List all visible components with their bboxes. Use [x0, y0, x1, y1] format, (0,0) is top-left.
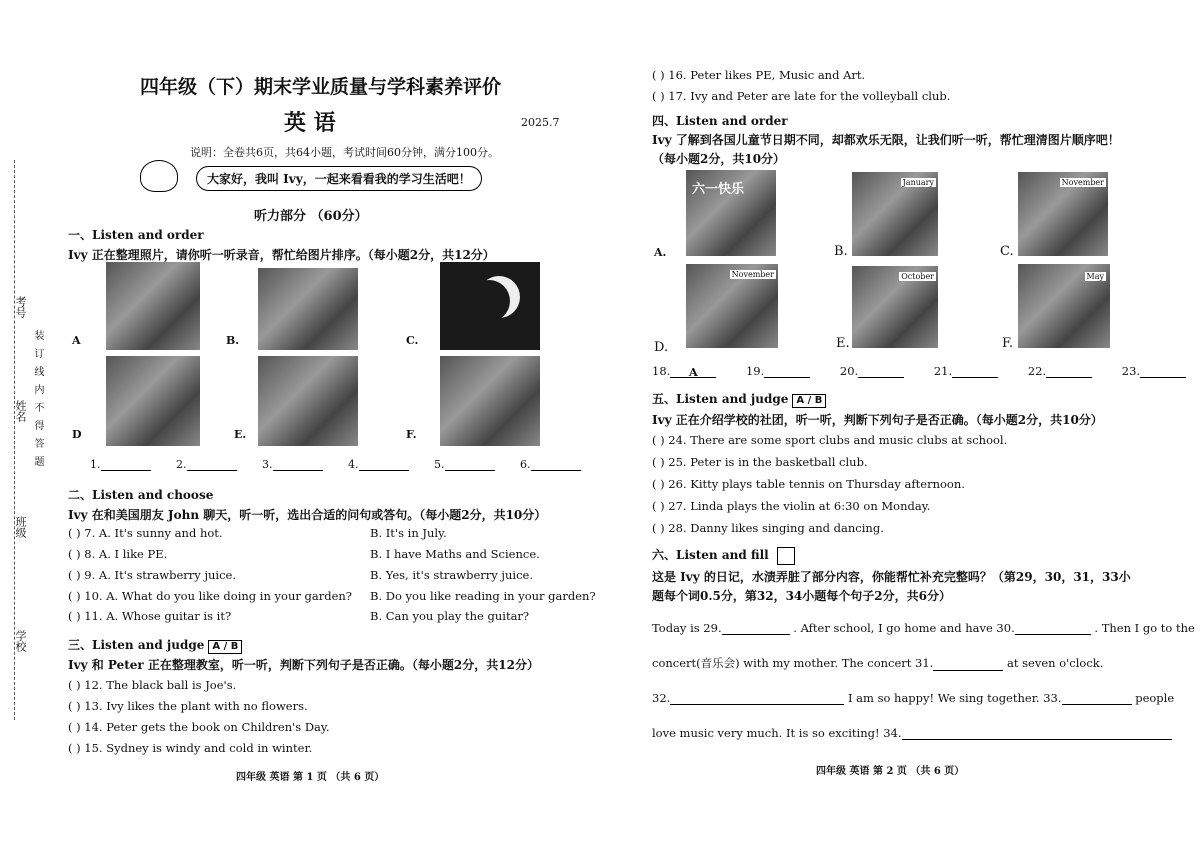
tag-a: 六一快乐: [692, 182, 745, 197]
num-3: 3.: [262, 458, 273, 471]
q27: ( ) 27. Linda plays the violin at 6:30 on Monday.: [652, 499, 931, 513]
answer-3[interactable]: [273, 458, 323, 471]
tag-c: November: [1061, 178, 1104, 187]
q8-b: B. I have Maths and Science.: [370, 547, 540, 561]
q11-a: ( ) 11. A. Whose guitar is it?: [68, 609, 232, 623]
label-b: B.: [226, 334, 240, 347]
footer-left: 四年级 英语 第 1 页 （共 6 页）: [236, 772, 385, 783]
festival-a: [686, 170, 776, 256]
blank-30[interactable]: [1015, 620, 1091, 635]
side-warn-1: 装: [32, 330, 43, 340]
answer-21[interactable]: [952, 365, 998, 378]
q10-a: ( ) 10. A. What do you like doing in your garden?: [68, 589, 352, 603]
s1-answer-row: [90, 458, 581, 471]
diary-3b: I am so happy! We sing together. 33.: [847, 691, 1062, 705]
exam-title: 四年级（下）期末学业质量与学科素养评价: [140, 76, 502, 98]
photo-f: [440, 356, 540, 446]
diary-line-2: [652, 655, 1103, 671]
s5-badge: A / B: [792, 394, 826, 408]
festival-f: [1018, 264, 1110, 348]
num-5: 5.: [434, 458, 445, 471]
side-class: 班级: [14, 516, 27, 538]
diary-line-4: [652, 725, 1172, 740]
s1-title: 一、Listen and order: [68, 228, 204, 242]
s3-title: 三、Listen and judge: [68, 638, 205, 652]
festival-c: [1018, 172, 1108, 256]
q7-a: ( ) 7. A. It's sunny and hot.: [68, 526, 223, 540]
side-warn-5: 不: [32, 402, 43, 412]
answer-2[interactable]: [187, 458, 237, 471]
num-23: 23.: [1121, 364, 1141, 378]
blank-33[interactable]: [1062, 690, 1132, 705]
side-warn-4: 内: [32, 384, 43, 394]
answer-1[interactable]: [101, 458, 151, 471]
s6-desc: 这是 Ivy 的日记，水渍弄脏了部分内容，你能帮忙补充完整吗？（第29，30，31，33小题每个词0.5分，第32，34小题每个句子2分，共6分）: [652, 570, 1131, 603]
pen-note-icon: [777, 547, 795, 565]
q16: ( ) 16. Peter likes PE, Music and Art.: [652, 68, 866, 82]
label-e: E.: [234, 428, 247, 441]
q12: ( ) 12. The black ball is Joe's.: [68, 678, 237, 692]
label-a2: A.: [654, 246, 667, 259]
side-warn-3: 线: [32, 366, 43, 376]
diary-3c: people: [1135, 691, 1175, 705]
answer-4[interactable]: [359, 458, 409, 471]
s2-title: 二、Listen and choose: [68, 488, 214, 502]
num-6: 6.: [520, 458, 531, 471]
num-2: 2.: [176, 458, 187, 471]
s5-desc: Ivy 正在介绍学校的社团，听一听，判断下列句子是否正确。（每小题2分，共10分）: [652, 413, 1103, 427]
q25: ( ) 25. Peter is in the basketball club.: [652, 455, 868, 469]
label-a: A: [72, 334, 81, 347]
diary-1b: . After school, I go home and have 30.: [793, 621, 1015, 635]
s3-desc: Ivy 和 Peter 正在整理教室，听一听，判断下列句子是否正确。（每小题2分，共12分）: [68, 658, 539, 672]
festival-b: [852, 172, 938, 256]
exam-notes: 说明：全卷共6页，共64小题，考试时间60分钟，满分100分。: [190, 146, 499, 159]
num-20: 20.: [839, 364, 859, 378]
label-d2: D.: [654, 340, 669, 355]
q10-b: B. Do you like reading in your garden?: [370, 589, 596, 603]
s4-desc: Ivy 了解到各国儿童节日期不同，却都欢乐无限，让我们听一听，帮忙理清图片顺序吧！（每小题2分，共10分）: [652, 133, 1120, 166]
s4-title: 四、Listen and order: [652, 114, 788, 128]
blank-29[interactable]: [722, 620, 790, 635]
side-id: 考号: [14, 296, 27, 318]
photo-e: [258, 356, 358, 446]
exam-date: 2025.7: [521, 116, 560, 129]
moon-icon: [468, 280, 510, 322]
q14: ( ) 14. Peter gets the book on Children's Day.: [68, 720, 330, 734]
num-1: 1.: [90, 458, 101, 471]
photo-d: [106, 356, 200, 446]
diary-2a: concert(音乐会) with my mother. The concert 31.: [652, 656, 934, 670]
answer-20[interactable]: [858, 365, 904, 378]
diary-3a: 32.: [652, 691, 671, 705]
binding-line: [14, 160, 16, 720]
answer-5[interactable]: [445, 458, 495, 471]
num-19: 19.: [745, 364, 765, 378]
s5-title-row: [652, 390, 826, 408]
greeting-bubble: 大家好，我叫 Ivy，一起来看看我的学习生活吧！: [196, 166, 482, 191]
answer-6[interactable]: [531, 458, 581, 471]
diary-line-3: [652, 690, 1174, 705]
tag-b: January: [902, 178, 934, 187]
q9-b: B. Yes, it's strawberry juice.: [370, 568, 533, 582]
label-d: D: [72, 428, 82, 441]
side-warn-7: 答: [32, 438, 43, 448]
q24: ( ) 24. There are some sport clubs and music clubs at school.: [652, 433, 1008, 447]
label-c2: C.: [1000, 244, 1014, 259]
side-school: 学校: [14, 630, 27, 652]
tag-e: October: [901, 272, 934, 281]
q26: ( ) 26. Kitty plays table tennis on Thursday afternoon.: [652, 477, 965, 491]
diary-line-1: [652, 620, 1195, 635]
diary-1a: Today is 29.: [652, 621, 722, 635]
side-warn-8: 题: [32, 456, 43, 466]
diary-1c: . Then I go to the: [1094, 621, 1195, 635]
q11-b: B. Can you play the guitar?: [370, 609, 530, 623]
diary-2b: at seven o'clock.: [1007, 656, 1104, 670]
s6-title: 六、Listen and fill: [652, 548, 769, 562]
label-b2: B.: [834, 244, 848, 259]
q13: ( ) 13. Ivy likes the plant with no flowers.: [68, 699, 308, 713]
listening-header: 听力部分 （60分）: [254, 209, 368, 224]
subject-title: 英 语: [284, 110, 336, 136]
q7-b: B. It's in July.: [370, 526, 447, 540]
q8-a: ( ) 8. A. I like PE.: [68, 547, 168, 561]
label-e2: E.: [836, 336, 850, 351]
num-22: 22.: [1027, 364, 1047, 378]
blank-34[interactable]: [902, 725, 1172, 740]
blank-31[interactable]: [933, 656, 1003, 671]
q9-a: ( ) 9. A. It's strawberry juice.: [68, 568, 236, 582]
s6-title-row: [652, 546, 795, 565]
answer-22[interactable]: [1046, 365, 1092, 378]
num-4: 4.: [348, 458, 359, 471]
q15: ( ) 15. Sydney is windy and cold in winter.: [68, 741, 313, 755]
q17: ( ) 17. Ivy and Peter are late for the volleyball club.: [652, 89, 951, 103]
answer-19[interactable]: [764, 365, 810, 378]
blank-32[interactable]: [670, 690, 844, 705]
num-21: 21.: [933, 364, 953, 378]
label-f2: F.: [1002, 336, 1014, 351]
side-name: 姓名: [14, 400, 27, 422]
festival-d: [686, 264, 778, 348]
festival-e: [852, 266, 938, 348]
s3-badge: A / B: [208, 640, 242, 654]
photo-c-moon: [440, 262, 540, 350]
q28: ( ) 28. Danny likes singing and dancing.: [652, 521, 884, 535]
s2-desc: Ivy 在和美国朋友 John 聊天，听一听，选出合适的问句或答句。（每小题2分，共10分）: [68, 508, 547, 522]
label-c: C.: [406, 334, 419, 347]
diary-4a: love music very much. It is so exciting! 34.: [652, 726, 902, 740]
side-warn-2: 订: [32, 348, 43, 358]
photo-a: [106, 262, 200, 350]
side-warn-6: 得: [32, 420, 43, 430]
answer-18[interactable]: A: [670, 365, 716, 378]
label-f: F.: [406, 428, 417, 441]
photo-b: [258, 268, 358, 350]
answer-23[interactable]: [1140, 365, 1186, 378]
s4-answer-row: [652, 364, 1186, 378]
ivy-avatar-icon: [140, 160, 178, 192]
s1-desc: Ivy 正在整理照片，请你听一听录音，帮忙给图片排序。（每小题2分，共12分）: [68, 248, 495, 262]
s5-title: 五、Listen and judge: [652, 392, 789, 406]
num-18: 18.: [652, 364, 671, 378]
tag-d: November: [731, 270, 774, 279]
footer-right: 四年级 英语 第 2 页 （共 6 页）: [816, 766, 965, 777]
tag-f: May: [1086, 272, 1104, 281]
s3-title-row: [68, 636, 242, 654]
